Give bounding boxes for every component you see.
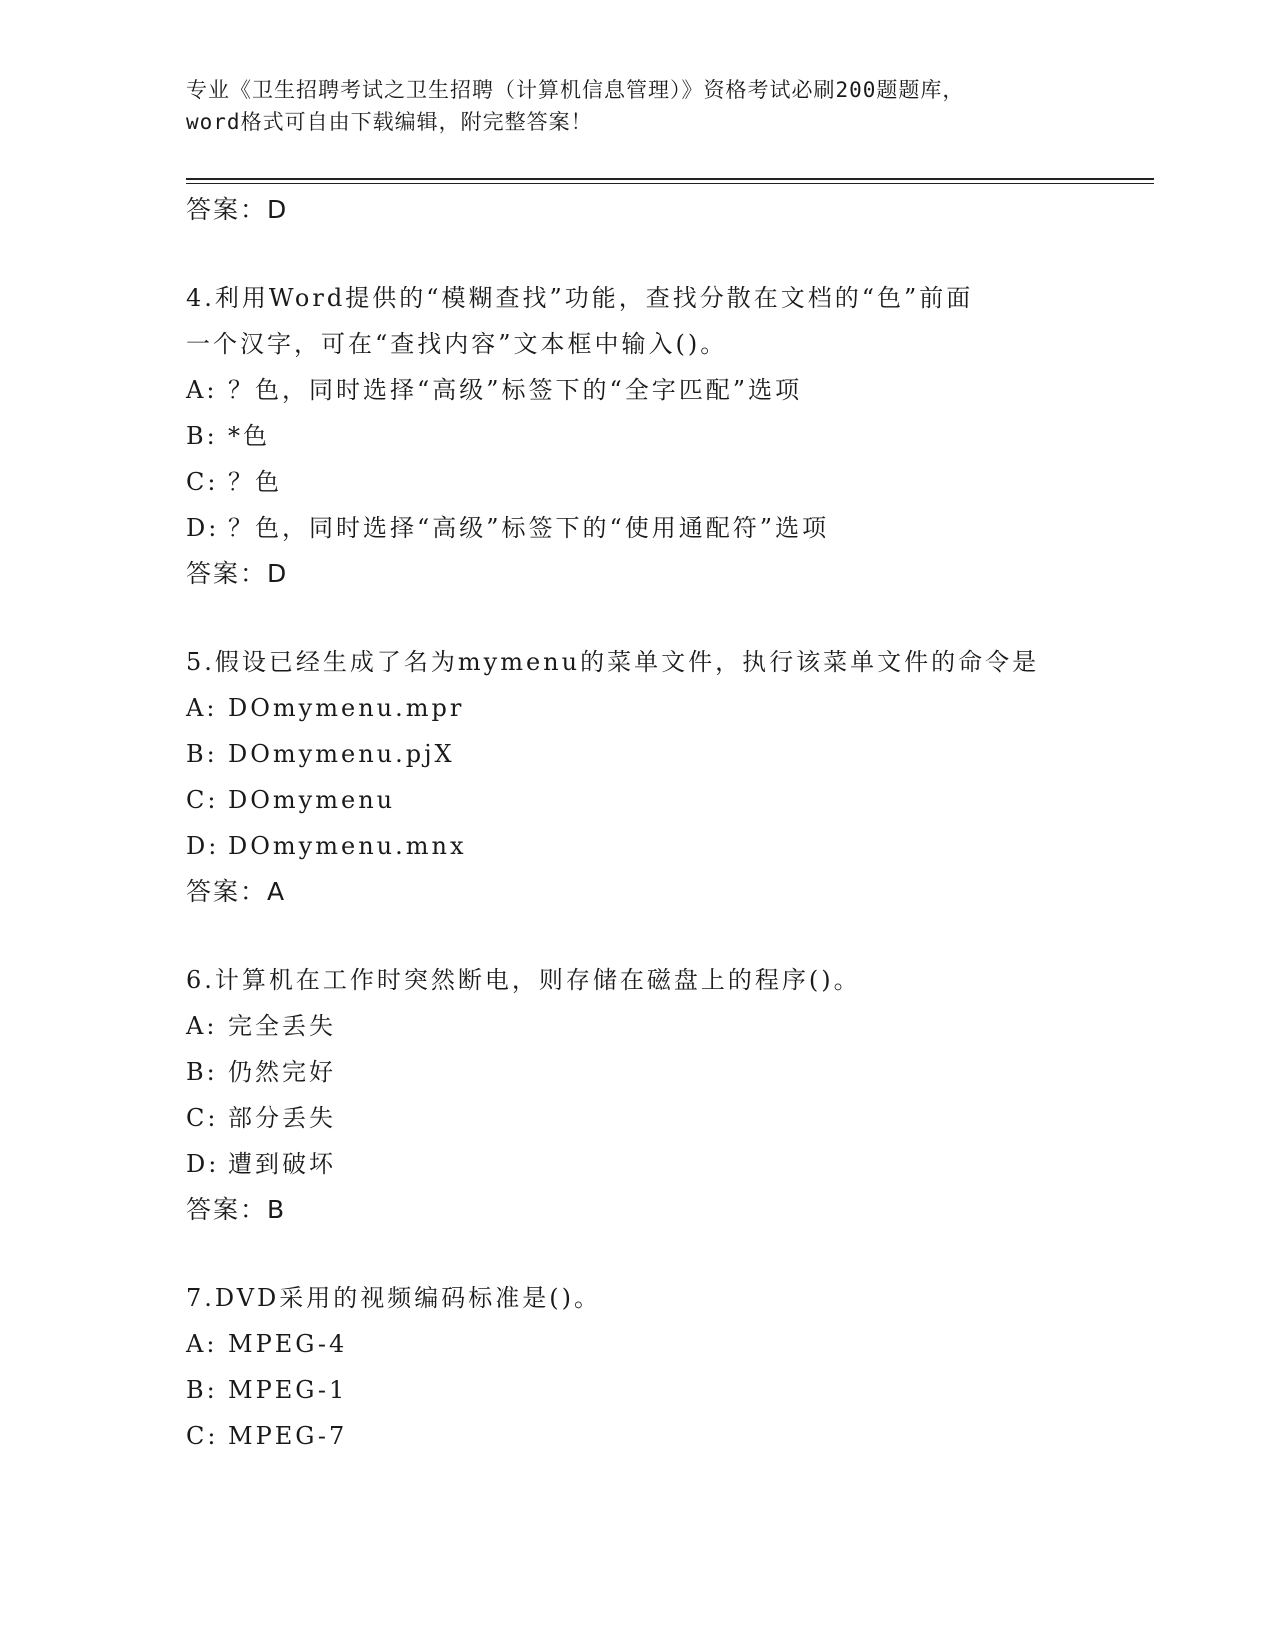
option-line bbox=[186, 1141, 1156, 1187]
option-key: A: bbox=[186, 694, 218, 722]
option-line bbox=[186, 413, 1156, 459]
option-text: ？色，同时选择“高级”标签下的“使用通配符”选项 bbox=[228, 514, 830, 542]
question-gap bbox=[186, 597, 1156, 639]
option-key: A: bbox=[186, 1330, 218, 1358]
option-key: D: bbox=[186, 514, 220, 542]
option-key: C: bbox=[186, 1422, 219, 1450]
question-block bbox=[186, 639, 1156, 915]
question-block bbox=[186, 275, 1156, 597]
option-line bbox=[186, 367, 1156, 413]
question-gap bbox=[186, 1233, 1156, 1275]
option-key: D: bbox=[186, 832, 220, 860]
option-text: ？色 bbox=[228, 468, 282, 496]
option-text: 遭到破坏 bbox=[228, 1150, 336, 1178]
option-line bbox=[186, 731, 1156, 777]
question-stem: 一个汉字，可在“查找内容”文本框中输入()。 bbox=[186, 330, 728, 358]
option-key: A: bbox=[186, 376, 218, 404]
option-line bbox=[186, 1003, 1156, 1049]
option-text: MPEG-1 bbox=[228, 1376, 348, 1404]
option-key: C: bbox=[186, 786, 219, 814]
question-stem: 7.DVD采用的视频编码标准是()。 bbox=[186, 1284, 602, 1312]
option-text: DOmymenu.mnx bbox=[228, 832, 467, 860]
option-text: DOmymenu bbox=[228, 786, 396, 814]
option-key: B: bbox=[186, 422, 218, 450]
option-line bbox=[186, 1321, 1156, 1367]
option-key: B: bbox=[186, 1376, 218, 1404]
answer-line: 答案：D bbox=[186, 559, 289, 588]
option-text: 仍然完好 bbox=[228, 1058, 336, 1086]
option-text: MPEG-4 bbox=[228, 1330, 348, 1358]
option-text: DOmymenu.mpr bbox=[228, 694, 465, 722]
question-block bbox=[186, 1275, 1156, 1459]
option-text: 部分丢失 bbox=[228, 1104, 336, 1132]
option-line bbox=[186, 1367, 1156, 1413]
option-key: C: bbox=[186, 468, 219, 496]
option-key: B: bbox=[186, 1058, 218, 1086]
option-line bbox=[186, 685, 1156, 731]
question-stem: 6.计算机在工作时突然断电，则存储在磁盘上的程序()。 bbox=[186, 966, 861, 994]
option-line bbox=[186, 823, 1156, 869]
option-line bbox=[186, 777, 1156, 823]
option-text: MPEG-7 bbox=[228, 1422, 348, 1450]
question-gap bbox=[186, 233, 1156, 275]
question-list bbox=[186, 187, 1156, 1459]
answer-line: 答案：B bbox=[186, 1195, 287, 1224]
option-key: C: bbox=[186, 1104, 219, 1132]
option-text: 完全丢失 bbox=[228, 1012, 336, 1040]
option-text: *色 bbox=[228, 422, 270, 450]
question-stem: 5.假设已经生成了名为mymenu的菜单文件，执行该菜单文件的命令是 bbox=[186, 648, 1040, 676]
header-line-1: 专业《卫生招聘考试之卫生招聘（计算机信息管理）》资格考试必刷200题题库， bbox=[186, 78, 965, 102]
option-key: A: bbox=[186, 1012, 218, 1040]
option-line bbox=[186, 1095, 1156, 1141]
answer-line: 答案：A bbox=[186, 877, 287, 906]
option-line bbox=[186, 1049, 1156, 1095]
option-key: B: bbox=[186, 740, 218, 768]
header-line-2: word格式可自由下载编辑，附完整答案！ bbox=[186, 110, 593, 134]
question-stem: 4.利用Word提供的“模糊查找”功能，查找分散在文档的“色”前面 bbox=[186, 284, 974, 312]
answer-line: 答案：D bbox=[186, 195, 289, 224]
header-divider bbox=[186, 178, 1154, 180]
question-gap bbox=[186, 915, 1156, 957]
header-divider-thin bbox=[186, 183, 1154, 184]
option-key: D: bbox=[186, 1150, 220, 1178]
option-line bbox=[186, 1413, 1156, 1459]
option-line bbox=[186, 505, 1156, 551]
option-text: DOmymenu.pjX bbox=[228, 740, 455, 768]
option-text: ？色，同时选择“高级”标签下的“全字匹配”选项 bbox=[228, 376, 803, 404]
question-block bbox=[186, 957, 1156, 1233]
option-line bbox=[186, 459, 1156, 505]
document-header bbox=[186, 74, 1066, 138]
